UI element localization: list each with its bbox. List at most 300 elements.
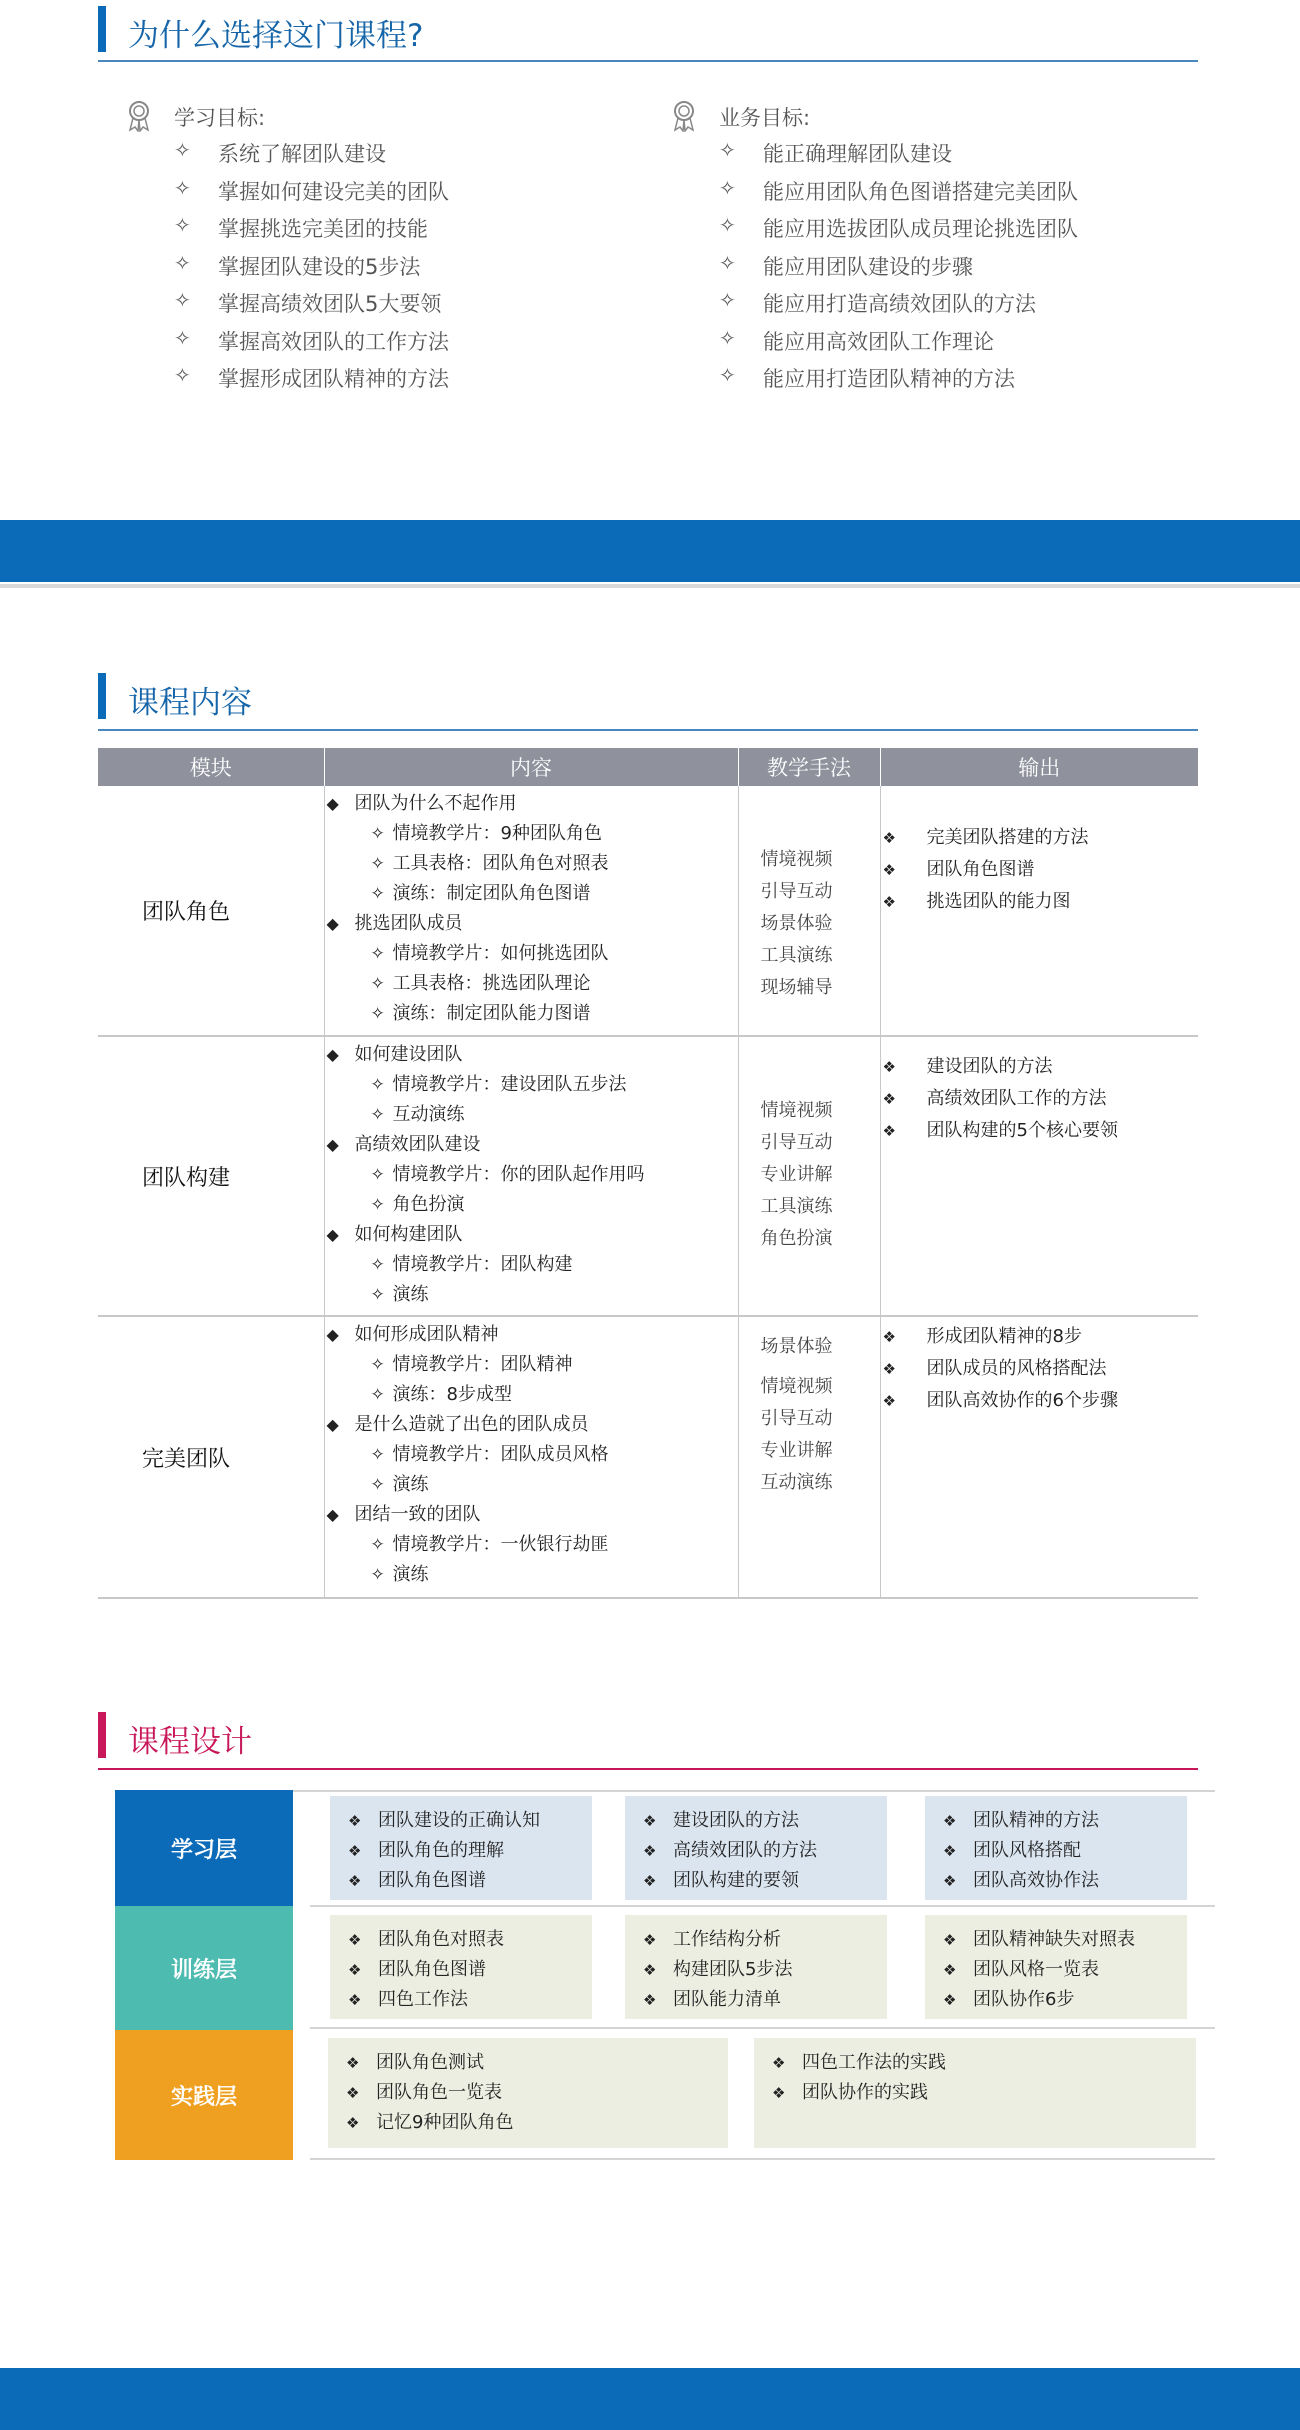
content-cell bbox=[324, 1036, 738, 1316]
design-item-text: 团队角色一览表 bbox=[376, 2082, 502, 2103]
method-item: 现场辅导 bbox=[760, 977, 833, 998]
goal-item-text: 能应用高效团队工作理论 bbox=[763, 329, 994, 354]
design-item-text: 团队能力清单 bbox=[673, 1989, 781, 2010]
content-item-text: 如何建设团队 bbox=[354, 1044, 463, 1065]
business-goals-label: 业务目标: bbox=[719, 106, 811, 130]
design-item bbox=[330, 1955, 592, 1985]
design-item bbox=[754, 2078, 1196, 2108]
clover-bullet-icon: ❖ bbox=[348, 1842, 362, 1860]
goal-item bbox=[98, 174, 618, 212]
design-item bbox=[328, 2078, 728, 2108]
design-item bbox=[925, 1925, 1187, 1955]
method-item: 专业讲解 bbox=[760, 1164, 833, 1185]
clover-bullet-icon: ❖ bbox=[348, 1872, 362, 1890]
design-section-divider bbox=[98, 1768, 1198, 1770]
content-item bbox=[325, 1441, 738, 1471]
content-item-text: 如何构建团队 bbox=[354, 1224, 463, 1245]
method-item: 情境视频 bbox=[760, 849, 833, 870]
goal-item-text: 能正确理解团队建设 bbox=[763, 142, 952, 166]
output-cell bbox=[880, 786, 1198, 1036]
method-item: 工具演练 bbox=[760, 1196, 833, 1217]
method-cell bbox=[738, 786, 880, 1036]
output-item-text: 形成团队精神的8步 bbox=[926, 1326, 1082, 1347]
sparkle-bullet-icon: ✧ bbox=[719, 363, 736, 387]
goal-item bbox=[643, 136, 1163, 174]
learning-goals bbox=[98, 100, 618, 399]
method-cell bbox=[738, 1036, 880, 1316]
clover-bullet-icon: ❖ bbox=[943, 1872, 957, 1890]
design-row-separator bbox=[310, 2158, 1215, 2160]
design-item-text: 构建团队5步法 bbox=[673, 1959, 793, 1980]
sparkle-bullet-icon: ✧ bbox=[370, 1535, 385, 1555]
sparkle-bullet-icon: ✧ bbox=[370, 944, 385, 964]
output-item bbox=[881, 1353, 1199, 1385]
goal-item-text: 掌握高绩效团队5大要领 bbox=[218, 292, 442, 316]
design-item-text: 记忆9种团队角色 bbox=[376, 2112, 514, 2133]
content-item bbox=[325, 1221, 738, 1251]
design-item bbox=[328, 2048, 728, 2078]
design-row-separator bbox=[293, 1790, 1215, 1792]
clover-bullet-icon: ❖ bbox=[346, 2114, 360, 2132]
design-box bbox=[330, 1796, 592, 1900]
design-item-text: 高绩效团队的方法 bbox=[673, 1840, 817, 1861]
method-item: 场景体验 bbox=[760, 1336, 833, 1357]
content-item bbox=[325, 1131, 738, 1161]
design-box-list bbox=[330, 1925, 592, 2015]
goal-item-text: 系统了解团队建设 bbox=[218, 142, 386, 166]
goal-item-text: 掌握挑选完美团的技能 bbox=[218, 217, 428, 241]
design-box-list bbox=[328, 2048, 728, 2138]
goal-item bbox=[643, 324, 1163, 362]
content-item-text: 情境教学片：9种团队角色 bbox=[392, 823, 602, 844]
goal-item bbox=[643, 174, 1163, 212]
content-list bbox=[325, 1317, 738, 1591]
goal-item-text: 能应用团队角色图谱搭建完美团队 bbox=[763, 179, 1078, 204]
clover-bullet-icon: ❖ bbox=[643, 1812, 657, 1830]
goal-item-text: 掌握如何建设完美的团队 bbox=[218, 179, 449, 204]
content-item bbox=[325, 1501, 738, 1531]
design-box-list bbox=[754, 2048, 1196, 2108]
output-item-text: 挑选团队的能力图 bbox=[926, 891, 1071, 912]
content-item-text: 工具表格：挑选团队理论 bbox=[392, 973, 591, 994]
diamond-bullet-icon: ◆ bbox=[326, 794, 339, 813]
design-item bbox=[625, 1836, 887, 1866]
output-item-text: 高绩效团队工作的方法 bbox=[926, 1088, 1107, 1109]
sparkle-bullet-icon: ✧ bbox=[370, 974, 385, 994]
output-list bbox=[881, 1037, 1199, 1147]
clover-bullet-icon: ❖ bbox=[643, 1931, 657, 1949]
output-item bbox=[881, 1115, 1199, 1147]
sparkle-bullet-icon: ✧ bbox=[370, 1255, 385, 1275]
method-list bbox=[739, 1317, 880, 1499]
heading-accent-bar bbox=[98, 6, 106, 52]
sparkle-bullet-icon: ✧ bbox=[174, 325, 191, 350]
sparkle-bullet-icon: ✧ bbox=[370, 1355, 385, 1375]
sparkle-bullet-icon: ✧ bbox=[719, 325, 736, 350]
clover-bullet-icon: ❖ bbox=[882, 1392, 896, 1410]
clover-bullet-icon: ❖ bbox=[882, 1328, 896, 1346]
content-item bbox=[325, 1281, 738, 1311]
method-item: 情境视频 bbox=[760, 1100, 833, 1121]
output-item-text: 团队角色图谱 bbox=[926, 859, 1035, 880]
content-item-text: 演练：8步成型 bbox=[392, 1384, 512, 1405]
content-item bbox=[325, 850, 738, 880]
design-item bbox=[330, 1836, 592, 1866]
content-item bbox=[325, 970, 738, 1000]
medal-icon bbox=[671, 100, 697, 132]
business-goals-list bbox=[643, 136, 1163, 399]
method-cell bbox=[738, 1316, 880, 1598]
clover-bullet-icon: ❖ bbox=[943, 1961, 957, 1979]
diamond-bullet-icon: ◆ bbox=[326, 1045, 339, 1064]
goal-item bbox=[643, 211, 1163, 249]
heading-accent-bar bbox=[98, 673, 106, 719]
goal-item bbox=[98, 361, 618, 399]
design-row-separator bbox=[310, 1905, 1215, 1907]
design-item bbox=[330, 1925, 592, 1955]
sparkle-bullet-icon: ✧ bbox=[370, 1475, 385, 1495]
design-item bbox=[754, 2048, 1196, 2078]
content-item-text: 团队为什么不起作用 bbox=[354, 793, 517, 814]
sparkle-bullet-icon: ✧ bbox=[370, 1004, 385, 1024]
why-section-divider bbox=[98, 60, 1198, 62]
output-item bbox=[881, 854, 1199, 886]
content-item-text: 情境教学片：如何挑选团队 bbox=[392, 943, 609, 964]
design-box bbox=[330, 1915, 592, 2019]
top-blue-band bbox=[0, 520, 1300, 582]
design-item bbox=[330, 1866, 592, 1896]
why-section-title: 为什么选择这门课程? bbox=[128, 18, 424, 54]
design-item-text: 团队精神的方法 bbox=[973, 1810, 1099, 1831]
sparkle-bullet-icon: ✧ bbox=[370, 1285, 385, 1305]
sparkle-bullet-icon: ✧ bbox=[719, 250, 736, 275]
design-item-text: 团队角色对照表 bbox=[378, 1929, 504, 1950]
output-item bbox=[881, 1051, 1199, 1083]
design-item-text: 团队风格一览表 bbox=[973, 1959, 1099, 1980]
design-item bbox=[925, 1985, 1187, 2015]
goal-item bbox=[98, 286, 618, 324]
clover-bullet-icon: ❖ bbox=[348, 1812, 362, 1830]
content-item bbox=[325, 1381, 738, 1411]
content-item bbox=[325, 910, 738, 940]
design-item-text: 团队角色测试 bbox=[376, 2052, 484, 2073]
sparkle-bullet-icon: ✧ bbox=[370, 884, 385, 904]
content-item-text: 情境教学片：你的团队起作用吗 bbox=[392, 1164, 645, 1185]
diamond-bullet-icon: ◆ bbox=[326, 1225, 339, 1244]
method-item: 互动演练 bbox=[760, 1472, 833, 1493]
content-list bbox=[325, 786, 738, 1030]
design-item-text: 四色工作法 bbox=[378, 1989, 468, 2010]
design-box-list bbox=[625, 1806, 887, 1896]
header-module: 模块 bbox=[98, 748, 324, 786]
goal-item bbox=[643, 249, 1163, 287]
medal-icon bbox=[126, 100, 152, 132]
clover-bullet-icon: ❖ bbox=[882, 893, 896, 911]
content-item-text: 情境教学片：一伙银行劫匪 bbox=[392, 1534, 609, 1555]
output-list bbox=[881, 786, 1199, 918]
method-item: 工具演练 bbox=[760, 945, 833, 966]
module-cell: 完美团队 bbox=[98, 1316, 324, 1598]
design-item bbox=[625, 1866, 887, 1896]
content-item-text: 情境教学片：建设团队五步法 bbox=[392, 1074, 627, 1095]
method-list bbox=[739, 1037, 880, 1255]
content-item bbox=[325, 1101, 738, 1131]
content-item bbox=[325, 820, 738, 850]
clover-bullet-icon: ❖ bbox=[882, 1090, 896, 1108]
goal-item bbox=[643, 286, 1163, 324]
clover-bullet-icon: ❖ bbox=[943, 1991, 957, 2009]
design-item-text: 团队角色图谱 bbox=[378, 1870, 486, 1891]
design-box-list bbox=[330, 1806, 592, 1896]
design-item bbox=[330, 1806, 592, 1836]
sparkle-bullet-icon: ✧ bbox=[174, 138, 191, 162]
goal-item bbox=[98, 211, 618, 249]
table-row bbox=[98, 786, 1198, 1036]
content-item-text: 高绩效团队建设 bbox=[354, 1134, 481, 1155]
design-box-list bbox=[925, 1806, 1187, 1896]
method-item: 专业讲解 bbox=[760, 1440, 833, 1461]
content-item-text: 情境教学片：团队构建 bbox=[392, 1254, 573, 1275]
goal-item-text: 掌握团队建设的5步法 bbox=[218, 254, 421, 279]
design-item-text: 团队协作的实践 bbox=[802, 2082, 928, 2103]
design-box-list bbox=[925, 1925, 1187, 2015]
content-item bbox=[325, 790, 738, 820]
bottom-blue-band bbox=[0, 2368, 1300, 2430]
content-item-text: 演练：制定团队角色图谱 bbox=[392, 883, 591, 904]
design-box-list bbox=[625, 1925, 887, 2015]
design-item bbox=[925, 1955, 1187, 1985]
clover-bullet-icon: ❖ bbox=[643, 1961, 657, 1979]
method-item: 角色扮演 bbox=[760, 1228, 833, 1249]
design-item-text: 团队高效协作法 bbox=[973, 1870, 1099, 1891]
band-shadow-line bbox=[0, 584, 1300, 588]
content-item-text: 如何形成团队精神 bbox=[354, 1324, 499, 1345]
design-row-separator bbox=[310, 2027, 1215, 2029]
content-item-text: 演练 bbox=[392, 1284, 429, 1305]
output-item bbox=[881, 1385, 1199, 1417]
clover-bullet-icon: ❖ bbox=[882, 829, 896, 847]
diamond-bullet-icon: ◆ bbox=[326, 1135, 339, 1154]
content-item bbox=[325, 1351, 738, 1381]
sparkle-bullet-icon: ✧ bbox=[370, 854, 385, 874]
content-item bbox=[325, 1251, 738, 1281]
clover-bullet-icon: ❖ bbox=[643, 1842, 657, 1860]
design-item bbox=[625, 1985, 887, 2015]
design-item-text: 四色工作法的实践 bbox=[802, 2052, 946, 2073]
output-item bbox=[881, 886, 1199, 918]
design-item bbox=[625, 1925, 887, 1955]
clover-bullet-icon: ❖ bbox=[346, 2054, 360, 2072]
clover-bullet-icon: ❖ bbox=[943, 1931, 957, 1949]
method-item: 引导互动 bbox=[760, 881, 833, 902]
clover-bullet-icon: ❖ bbox=[943, 1812, 957, 1830]
goal-item-text: 能应用团队建设的步骤 bbox=[763, 254, 973, 279]
design-item-text: 团队角色的理解 bbox=[378, 1840, 504, 1861]
content-item bbox=[325, 1531, 738, 1561]
sparkle-bullet-icon: ✧ bbox=[174, 363, 191, 387]
output-item bbox=[881, 1321, 1199, 1353]
goal-item-text: 能应用选拔团队成员理论挑选团队 bbox=[763, 217, 1078, 241]
header-method: 教学手法 bbox=[738, 748, 880, 786]
output-item-text: 完美团队搭建的方法 bbox=[926, 827, 1089, 848]
content-item bbox=[325, 1041, 738, 1071]
content-item bbox=[325, 1000, 738, 1030]
heading-accent-bar bbox=[98, 1712, 106, 1758]
design-item-text: 团队建设的正确认知 bbox=[378, 1810, 540, 1831]
sparkle-bullet-icon: ✧ bbox=[719, 288, 736, 312]
design-box bbox=[625, 1796, 887, 1900]
business-goals bbox=[643, 100, 1163, 399]
sparkle-bullet-icon: ✧ bbox=[174, 250, 191, 275]
method-list bbox=[739, 786, 880, 1004]
sparkle-bullet-icon: ✧ bbox=[719, 213, 736, 237]
method-item: 场景体验 bbox=[760, 913, 833, 934]
training-layer-label: 训练层 bbox=[115, 1906, 293, 2030]
content-item-text: 演练 bbox=[392, 1474, 429, 1495]
output-item-text: 团队构建的5个核心要领 bbox=[926, 1120, 1118, 1141]
content-list bbox=[325, 1037, 738, 1311]
sparkle-bullet-icon: ✧ bbox=[370, 1105, 385, 1125]
sparkle-bullet-icon: ✧ bbox=[370, 1075, 385, 1095]
diamond-bullet-icon: ◆ bbox=[326, 1415, 339, 1434]
practice-layer-label: 实践层 bbox=[115, 2030, 293, 2160]
design-item-text: 团队风格搭配 bbox=[973, 1840, 1081, 1861]
content-item bbox=[325, 880, 738, 910]
design-box bbox=[925, 1915, 1187, 2019]
clover-bullet-icon: ❖ bbox=[643, 1991, 657, 2009]
content-item-text: 挑选团队成员 bbox=[354, 913, 463, 934]
content-item-text: 情境教学片：团队成员风格 bbox=[392, 1444, 609, 1465]
content-item bbox=[325, 1471, 738, 1501]
clover-bullet-icon: ❖ bbox=[348, 1961, 362, 1979]
module-cell: 团队构建 bbox=[98, 1036, 324, 1316]
clover-bullet-icon: ❖ bbox=[882, 861, 896, 879]
design-item bbox=[925, 1866, 1187, 1896]
diamond-bullet-icon: ◆ bbox=[326, 914, 339, 933]
diamond-bullet-icon: ◆ bbox=[326, 1325, 339, 1344]
sparkle-bullet-icon: ✧ bbox=[370, 824, 385, 844]
content-section-divider bbox=[98, 729, 1198, 731]
sparkle-bullet-icon: ✧ bbox=[719, 138, 736, 162]
clover-bullet-icon: ❖ bbox=[348, 1931, 362, 1949]
design-item bbox=[330, 1985, 592, 2015]
goal-item-text: 能应用打造团队精神的方法 bbox=[763, 367, 1015, 391]
goal-item-text: 掌握高效团队的工作方法 bbox=[218, 329, 449, 354]
content-item bbox=[325, 1071, 738, 1101]
goal-item bbox=[98, 324, 618, 362]
output-item-text: 团队成员的风格搭配法 bbox=[926, 1358, 1107, 1379]
content-cell bbox=[324, 786, 738, 1036]
output-item-text: 团队高效协作的6个步骤 bbox=[926, 1390, 1118, 1411]
output-cell bbox=[880, 1036, 1198, 1316]
sparkle-bullet-icon: ✧ bbox=[174, 175, 191, 200]
sparkle-bullet-icon: ✧ bbox=[370, 1195, 385, 1215]
clover-bullet-icon: ❖ bbox=[346, 2084, 360, 2102]
module-cell: 团队角色 bbox=[98, 786, 324, 1036]
design-item bbox=[925, 1806, 1187, 1836]
table-header-row bbox=[98, 748, 1198, 786]
method-item: 引导互动 bbox=[760, 1132, 833, 1153]
content-item bbox=[325, 1411, 738, 1441]
design-box bbox=[625, 1915, 887, 2019]
content-item bbox=[325, 1161, 738, 1191]
goal-item bbox=[98, 249, 618, 287]
design-box bbox=[925, 1796, 1187, 1900]
design-item-text: 团队精神缺失对照表 bbox=[973, 1929, 1135, 1950]
design-item-text: 建设团队的方法 bbox=[673, 1810, 799, 1831]
content-item bbox=[325, 1321, 738, 1351]
design-box bbox=[328, 2038, 728, 2148]
clover-bullet-icon: ❖ bbox=[882, 1122, 896, 1140]
clover-bullet-icon: ❖ bbox=[882, 1360, 896, 1378]
learning-layer-label: 学习层 bbox=[115, 1790, 293, 1906]
output-item bbox=[881, 822, 1199, 854]
clover-bullet-icon: ❖ bbox=[348, 1991, 362, 2009]
diamond-bullet-icon: ◆ bbox=[326, 1505, 339, 1524]
content-item-text: 工具表格：团队角色对照表 bbox=[392, 853, 609, 874]
table-row bbox=[98, 1036, 1198, 1316]
sparkle-bullet-icon: ✧ bbox=[370, 1385, 385, 1405]
design-item-text: 团队角色图谱 bbox=[378, 1959, 486, 1980]
content-item bbox=[325, 1561, 738, 1591]
design-item-text: 工作结构分析 bbox=[673, 1929, 781, 1950]
content-item bbox=[325, 1191, 738, 1221]
method-item: 情境视频 bbox=[760, 1376, 833, 1397]
content-item-text: 角色扮演 bbox=[392, 1194, 465, 1215]
content-item-text: 情境教学片：团队精神 bbox=[392, 1354, 573, 1375]
design-box bbox=[754, 2038, 1196, 2148]
sparkle-bullet-icon: ✧ bbox=[174, 288, 191, 312]
course-content-table bbox=[98, 748, 1198, 1599]
design-item-text: 团队协作6步 bbox=[973, 1989, 1075, 2010]
sparkle-bullet-icon: ✧ bbox=[370, 1565, 385, 1585]
content-item-text: 是什么造就了出色的团队成员 bbox=[354, 1414, 589, 1435]
learning-goals-list bbox=[98, 136, 618, 399]
design-item bbox=[625, 1955, 887, 1985]
output-cell bbox=[880, 1316, 1198, 1598]
table-row bbox=[98, 1316, 1198, 1598]
content-cell bbox=[324, 1316, 738, 1598]
header-output: 输出 bbox=[880, 748, 1198, 786]
sparkle-bullet-icon: ✧ bbox=[174, 213, 191, 237]
output-item-text: 建设团队的方法 bbox=[926, 1056, 1053, 1077]
goal-item-text: 掌握形成团队精神的方法 bbox=[218, 367, 449, 391]
design-item bbox=[328, 2108, 728, 2138]
goal-item bbox=[98, 136, 618, 174]
goal-item bbox=[643, 361, 1163, 399]
goal-item-text: 能应用打造高绩效团队的方法 bbox=[763, 292, 1036, 316]
business-goals-heading bbox=[643, 100, 1163, 136]
design-item-text: 团队构建的要领 bbox=[673, 1870, 799, 1891]
output-list bbox=[881, 1317, 1199, 1417]
header-content: 内容 bbox=[324, 748, 738, 786]
clover-bullet-icon: ❖ bbox=[882, 1058, 896, 1076]
output-item bbox=[881, 1083, 1199, 1115]
design-item bbox=[625, 1806, 887, 1836]
content-section-title: 课程内容 bbox=[128, 685, 252, 721]
sparkle-bullet-icon: ✧ bbox=[370, 1165, 385, 1185]
content-item bbox=[325, 940, 738, 970]
sparkle-bullet-icon: ✧ bbox=[370, 1445, 385, 1465]
content-item-text: 演练 bbox=[392, 1564, 429, 1585]
clover-bullet-icon: ❖ bbox=[772, 2054, 786, 2072]
clover-bullet-icon: ❖ bbox=[643, 1872, 657, 1890]
design-section-title: 课程设计 bbox=[128, 1724, 252, 1760]
sparkle-bullet-icon: ✧ bbox=[719, 175, 736, 200]
content-item-text: 演练：制定团队能力图谱 bbox=[392, 1003, 591, 1024]
learning-goals-heading bbox=[98, 100, 618, 136]
content-item-text: 团结一致的团队 bbox=[354, 1504, 481, 1525]
